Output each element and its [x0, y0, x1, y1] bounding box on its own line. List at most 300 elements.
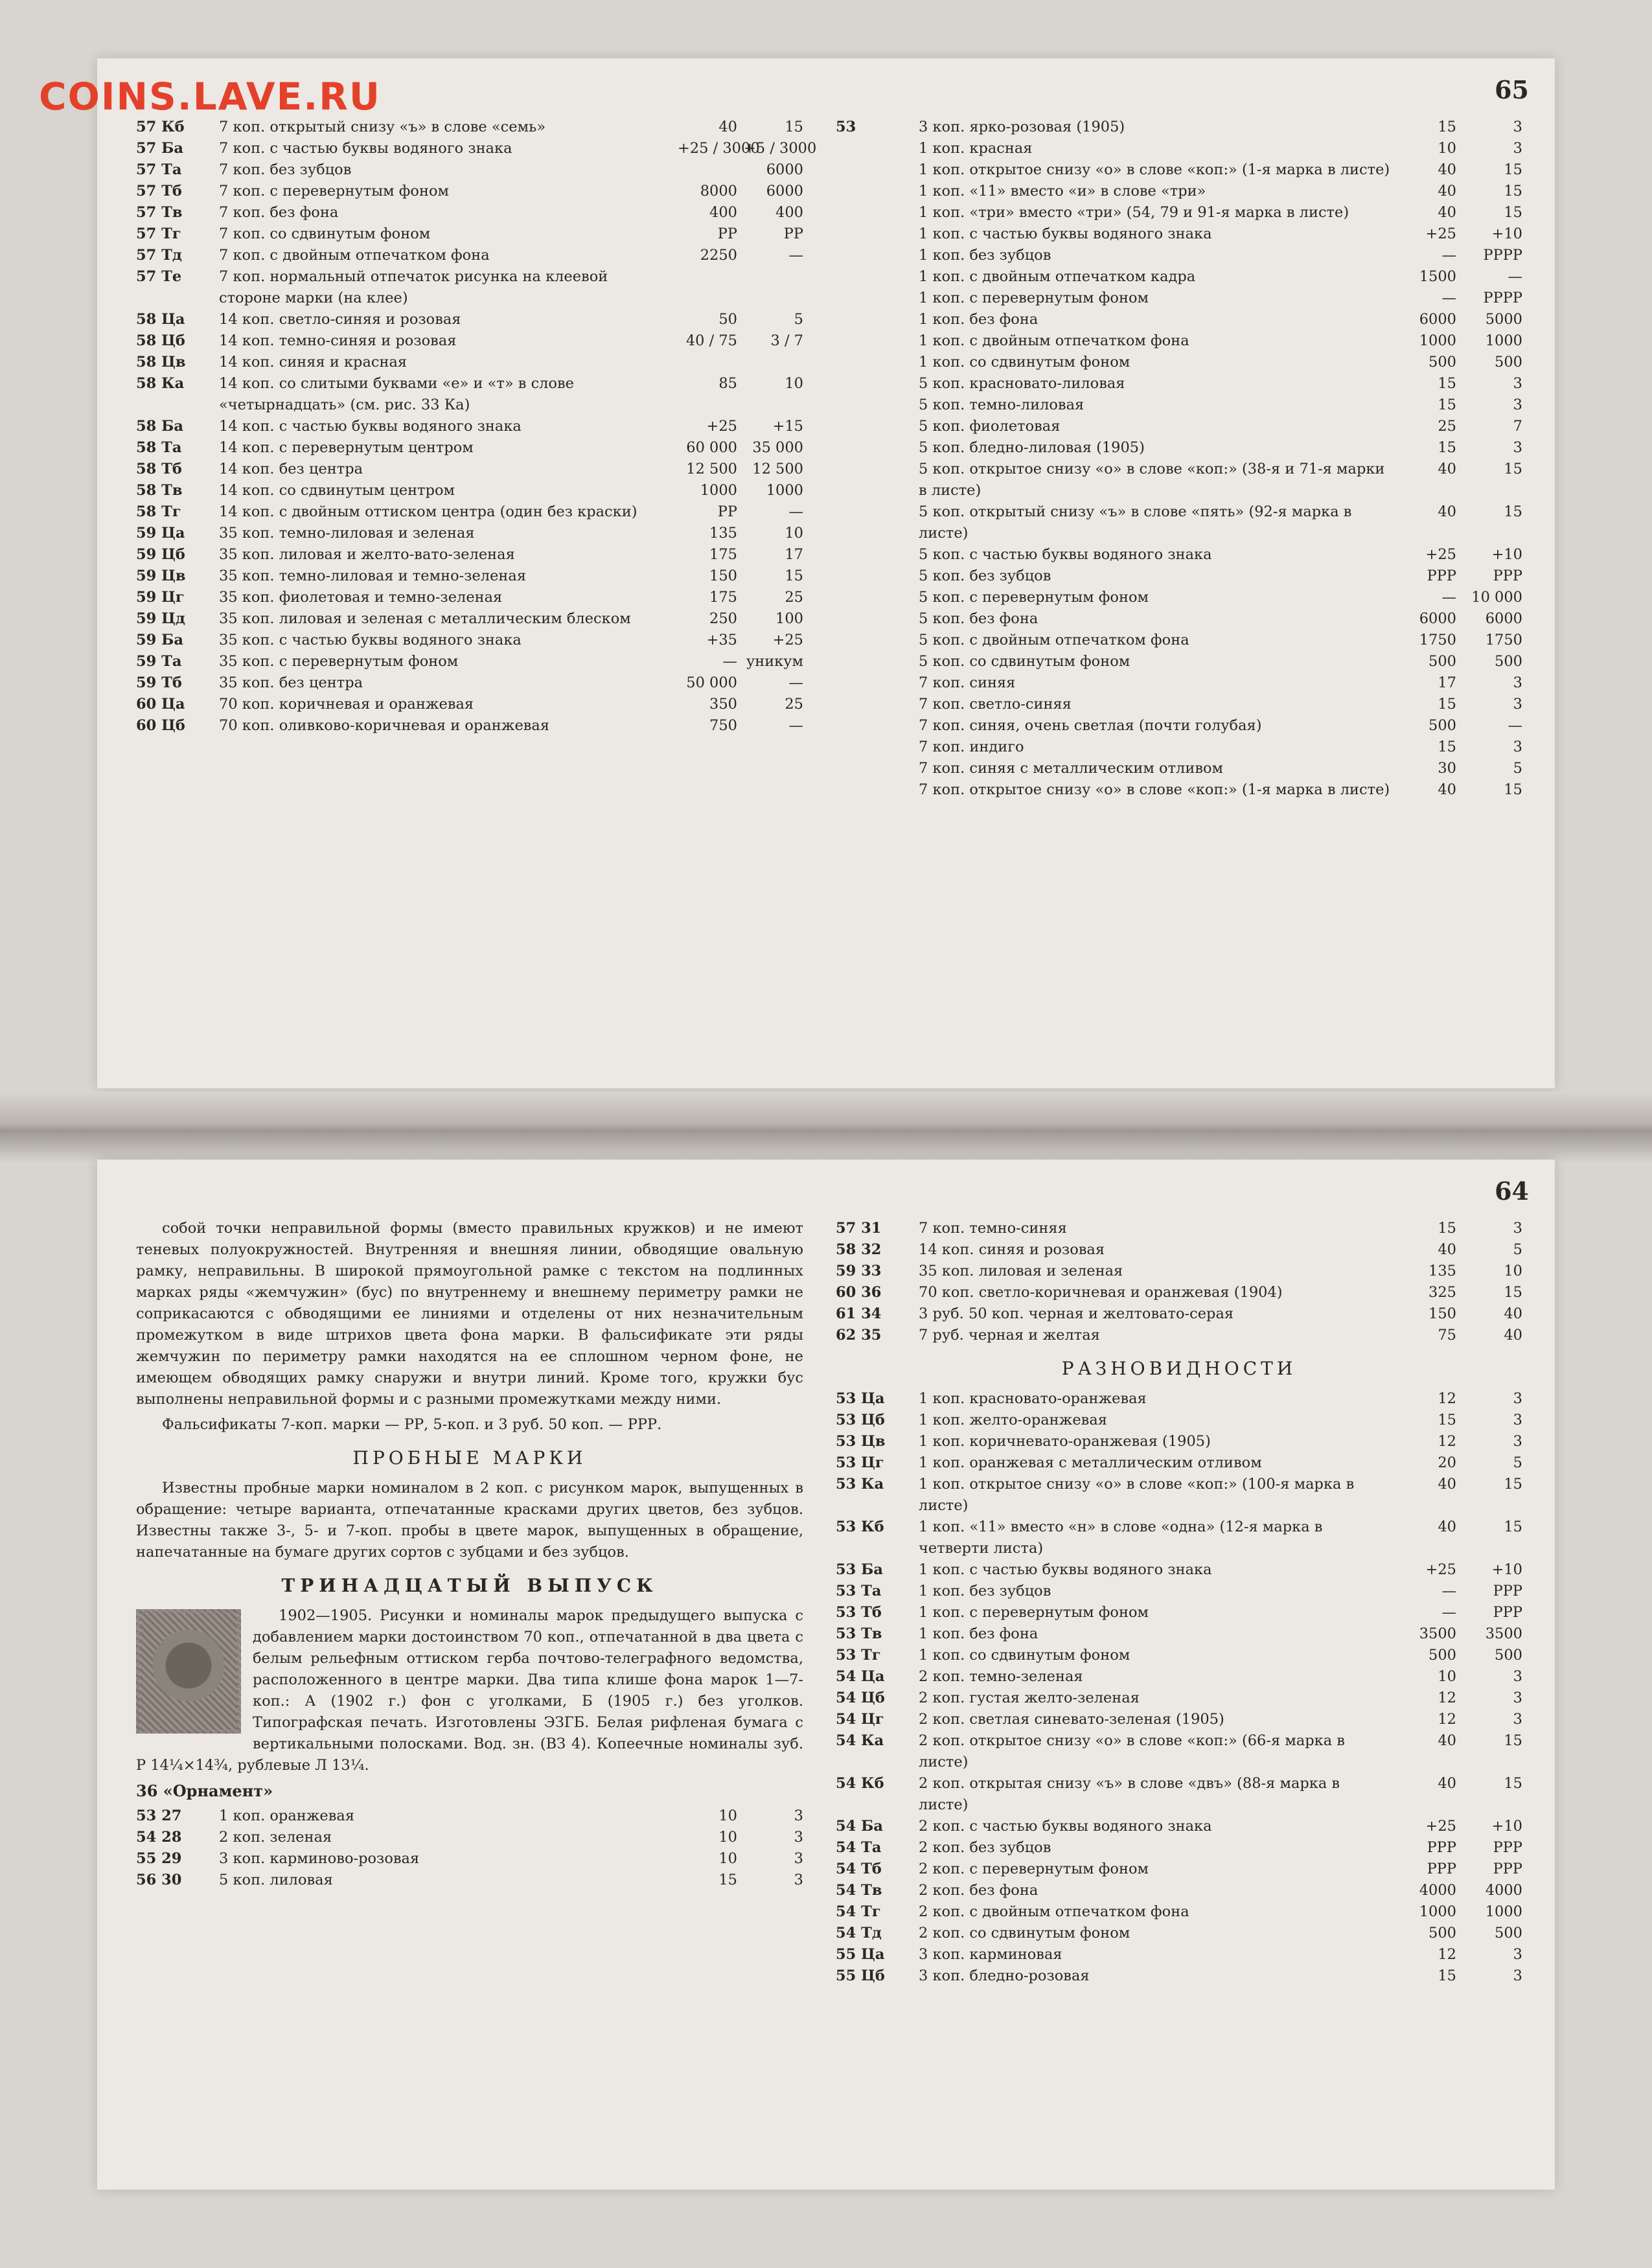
entry-number: 62 35	[836, 1327, 882, 1344]
entry-description: 2 коп. с перевернутым фоном	[919, 1861, 1149, 1877]
used-price: —	[788, 717, 803, 734]
entry-description: 35 коп. лиловая и зеленая	[919, 1263, 1123, 1279]
entry-description: 2 коп. без фона	[919, 1882, 1038, 1899]
entry-number	[836, 373, 912, 395]
entry-description: 1 коп. оранжевая с металлическим отливом	[919, 1454, 1262, 1471]
used-price: 3	[1513, 1967, 1522, 1984]
entry-description: 3 коп. ярко-розовая (1905)	[919, 119, 1125, 135]
catalogue-entry	[136, 544, 803, 566]
mint-price: +35	[706, 632, 737, 648]
entry-number: 56 30	[136, 1872, 182, 1888]
used-price: +25	[772, 632, 803, 648]
entry-number	[836, 223, 912, 245]
mint-price: 10	[718, 1850, 737, 1867]
used-price: 3	[1513, 119, 1522, 135]
mint-price: 15	[1438, 375, 1456, 392]
entry-description: 14 коп. синяя и розовая	[919, 1241, 1105, 1258]
entry-description: 1 коп. красновато-оранжевая	[919, 1390, 1147, 1407]
mint-price: 135	[709, 525, 737, 542]
entry-description: 2 коп. со сдвинутым фоном	[919, 1925, 1130, 1942]
catalogue-entry	[136, 715, 803, 737]
entry-number: 53 Ца	[836, 1390, 885, 1407]
used-price: 3	[1513, 696, 1522, 713]
mint-price: 40	[1438, 1476, 1456, 1493]
mint-price: 12	[1438, 1690, 1456, 1706]
mint-price: 20	[1438, 1454, 1456, 1471]
entry-number	[836, 737, 912, 758]
mint-price: РР	[717, 503, 737, 520]
entry-number	[836, 758, 912, 779]
used-price: 100	[775, 610, 803, 627]
entry-number	[836, 715, 912, 737]
entry-number: 53 Та	[836, 1583, 882, 1599]
issue-paragraph: 1902—1905. Рисунки и номиналы марок предыдущего выпуска с добавлением марки достоинством 70 коп., отпечатанной в два цвета с белым рельефным оттиском герба почтово-телеграфного ведомства, расположенного в центре марки. Два типа клише фона марок 1—7-коп.: А (1902 г.) фон с уголками, Б (1905 г.) без уголков. Типографская печать. Изготовлены ЭЗГБ. Белая рифленая бумага с вертикальными полосками. Вод. зн. (ВЗ 4). Копеечные номиналы зуб. Р 14¼×14¾, рублевые Л 13¼.	[136, 1607, 803, 1774]
entry-number: 59 Цв	[136, 567, 186, 584]
mint-price: +25	[706, 418, 737, 435]
page64-column-1	[136, 1218, 803, 2164]
catalogue-entry	[136, 138, 817, 159]
mint-price: 40 / 75	[685, 332, 737, 349]
entry-number: 59 Тб	[136, 674, 182, 691]
entry-number: 53 Ка	[836, 1476, 884, 1493]
used-price: 10	[1504, 1263, 1522, 1279]
stamp-illustration	[136, 1609, 241, 1734]
entry-description: 5 коп. без фона	[919, 610, 1038, 627]
catalogue-entry	[136, 181, 803, 202]
used-price: РРРР	[1483, 247, 1522, 264]
entry-number: 53 Цб	[836, 1412, 885, 1428]
entry-description: 1 коп. без зубцов	[919, 1583, 1051, 1599]
entry-description: 5 коп. красновато-лиловая	[919, 375, 1125, 392]
catalogue-entry	[836, 437, 1522, 459]
entry-number: 54 28	[136, 1829, 182, 1846]
catalogue-entry	[136, 587, 803, 608]
mint-price: +25	[1425, 546, 1456, 563]
entry-number	[836, 138, 912, 159]
used-price: 500	[1495, 1647, 1522, 1664]
entry-description: 1 коп. без фона	[919, 311, 1038, 328]
mint-price: 1000	[1419, 332, 1456, 349]
catalogue-entry	[136, 1827, 803, 1848]
issue-entries	[136, 1805, 803, 1891]
entry-description: 1 коп. со сдвинутым фоном	[919, 354, 1130, 371]
used-price: 10	[785, 525, 803, 542]
mint-price: РРР	[1427, 1839, 1456, 1856]
entry-description: 7 коп. без зубцов	[219, 161, 352, 178]
used-price: —	[788, 503, 803, 520]
entry-description: 3 руб. 50 коп. черная и желтовато-серая	[919, 1305, 1234, 1322]
mint-price: 10	[1438, 1668, 1456, 1685]
used-price: 6000	[766, 183, 803, 200]
mint-price: 750	[709, 717, 737, 734]
used-price: 40	[1504, 1327, 1522, 1344]
catalogue-entry	[836, 266, 1522, 288]
page-number: 64	[1495, 1176, 1529, 1206]
used-price: 4000	[1485, 1882, 1522, 1899]
intro-paragraph: собой точки неправильной формы (вместо правильных кружков) и не имеют теневых полуокружностей. Внутренняя и внешняя линии, обводящие овальную рамку, неправильны. В широкой прямоугольной рамке с текстом на подлинных марках ряды «жемчужин» (бус) по внутреннему и внешнему периметру рамки не соприкасаются с обводящими ее линиями и отделены от них незначительным промежутком в виде штрихов цвета фона марки. В фальсификате эти ряды жемчужин по периметру рамки находятся на ее сплошном черном фоне, не имеющем обводящих рамку снаружи и внутри линий. Кроме того, кружки бус выполнены неправильной формы и с разными промежутками между ними.	[136, 1220, 803, 1408]
entry-description: 7 коп. светло-синяя	[919, 696, 1072, 713]
mint-price: 40	[1438, 204, 1456, 221]
entry-description: 35 коп. темно-лиловая и темно-зеленая	[219, 567, 527, 584]
used-price: 3	[1513, 375, 1522, 392]
entry-description: 1 коп. с двойным отпечатком кадра	[919, 268, 1196, 285]
mint-price: 30	[1438, 760, 1456, 777]
used-price: 3	[1513, 1946, 1522, 1963]
used-price: +10	[1491, 225, 1522, 242]
catalogue-entry	[836, 1410, 1522, 1431]
mint-price: 500	[1428, 354, 1456, 371]
used-price: +15	[772, 418, 803, 435]
entry-number: 58 32	[836, 1241, 882, 1258]
page-64	[97, 1160, 1555, 2190]
entry-description: 14 коп. с перевернутым центром	[219, 439, 474, 456]
mint-price: 15	[718, 1872, 737, 1888]
entry-number	[836, 608, 912, 630]
entry-description: 5 коп. без зубцов	[919, 567, 1051, 584]
entry-number	[836, 544, 912, 566]
catalogue-entry	[136, 672, 803, 694]
catalogue-entry	[136, 117, 803, 138]
entry-number: 57 Тб	[136, 183, 182, 200]
used-price: 15	[785, 567, 803, 584]
entry-number	[836, 266, 912, 288]
entry-number	[836, 309, 912, 330]
entry-description: 3 коп. бледно-розовая	[919, 1967, 1090, 1984]
used-price: 3	[794, 1872, 803, 1888]
used-price: 3 / 7	[770, 332, 803, 349]
entry-description: 14 коп. без центра	[219, 461, 363, 477]
mint-price: —	[1441, 1604, 1456, 1621]
entry-description: 1 коп. без зубцов	[919, 247, 1051, 264]
mint-price: +25	[1425, 1561, 1456, 1578]
used-price: 1000	[1485, 1903, 1522, 1920]
catalogue-entry	[136, 501, 803, 523]
entry-number: 61 34	[836, 1305, 882, 1322]
used-price: 15	[1504, 503, 1522, 520]
mint-price	[678, 266, 737, 309]
catalogue-entry	[836, 501, 1522, 544]
entry-description: 7 коп. открытый снизу «ъ» в слове «семь»	[219, 119, 546, 135]
entry-number	[836, 159, 912, 181]
entry-number: 57 Те	[136, 268, 182, 285]
mint-price: 40	[1438, 503, 1456, 520]
section-title-issue: ТРИНАДЦАТЫЙ ВЫПУСК	[281, 1575, 658, 1596]
mint-price: 135	[1428, 1263, 1456, 1279]
used-price: 15	[1504, 183, 1522, 200]
entry-number: 59 33	[836, 1263, 882, 1279]
catalogue-entry	[836, 1282, 1522, 1303]
used-price: уникум	[746, 653, 803, 670]
entry-description: 7 коп. синяя с металлическим отливом	[919, 760, 1224, 777]
catalogue-entry	[836, 1709, 1522, 1730]
mint-price: 500	[1428, 1647, 1456, 1664]
entry-number: 59 Цг	[136, 589, 185, 606]
entry-description: 2 коп. без зубцов	[919, 1839, 1051, 1856]
catalogue-entry	[836, 416, 1522, 437]
entry-number: 54 Тд	[836, 1925, 882, 1942]
entry-number: 53 Цв	[836, 1433, 886, 1450]
catalogue-entry	[136, 1848, 803, 1870]
figure-caption	[136, 1780, 803, 1802]
catalogue-entry	[836, 373, 1522, 395]
page65-column-2	[836, 117, 1522, 1062]
catalogue-entry	[836, 1388, 1522, 1410]
mint-price: —	[1441, 589, 1456, 606]
entry-number: 53 Тб	[836, 1604, 882, 1621]
entry-description: 5 коп. лиловая	[219, 1872, 333, 1888]
mint-price: 2250	[700, 247, 737, 264]
used-price: РРР	[1493, 1604, 1522, 1621]
catalogue-entry	[836, 715, 1522, 737]
catalogue-entry	[136, 266, 803, 309]
catalogue-entry	[836, 117, 1522, 138]
mint-price: 12 500	[686, 461, 737, 477]
catalogue-entry	[836, 181, 1522, 202]
used-price: 7	[1513, 418, 1522, 435]
catalogue-entry	[836, 758, 1522, 779]
mint-price: 15	[1438, 739, 1456, 755]
used-price: РРРР	[1483, 290, 1522, 306]
catalogue-entry	[836, 544, 1522, 566]
entry-description: 7 коп. с перевернутым фоном	[219, 183, 449, 200]
watermark: COINS.LAVE.RU	[39, 74, 382, 119]
used-price: 3	[794, 1829, 803, 1846]
mint-price: 15	[1438, 1967, 1456, 1984]
used-price: 5	[1513, 760, 1522, 777]
mint-price: 8000	[700, 183, 737, 200]
entry-number: 58 Та	[136, 439, 182, 456]
used-price: 15	[1504, 1284, 1522, 1301]
mint-price: 12	[1438, 1711, 1456, 1728]
proof-paragraph: Известны пробные марки номиналом в 2 коп. с рисунком марок, выпущенных в обращение: четыре варианта, отпечатанные красками других цветов, без зубцов. Известны также 3-, 5- и 7-коп. пробы в цвете марок, выпущенных в обращение, напечатанные на бумаге других сортов с зубцами и без зубцов.	[136, 1480, 803, 1561]
catalogue-entry	[836, 587, 1522, 608]
used-price: 1750	[1485, 632, 1522, 648]
catalogue-entry	[836, 672, 1522, 694]
used-price: 3	[1513, 1711, 1522, 1728]
entry-description: 7 коп. индиго	[919, 739, 1024, 755]
entry-number: 55 Ца	[836, 1946, 885, 1963]
used-price: 5000	[1485, 311, 1522, 328]
entry-description: 35 коп. без центра	[219, 674, 363, 691]
entry-description: 7 коп. со сдвинутым фоном	[219, 225, 431, 242]
catalogue-entry	[836, 1623, 1522, 1645]
used-price: 5	[1513, 1454, 1522, 1471]
entry-description: 35 коп. лиловая и зеленая с металлическим блеском	[219, 610, 631, 627]
mint-price: 15	[1438, 439, 1456, 456]
catalogue-entry	[136, 245, 803, 266]
used-price: 3	[1513, 1390, 1522, 1407]
entry-description: 14 коп. темно-синяя и розовая	[219, 332, 457, 349]
catalogue-entry	[836, 1602, 1522, 1623]
catalogue-entry	[836, 1218, 1522, 1239]
entry-description: 5 коп. открытый снизу «ъ» в слове «пять» (92-я марка в листе)	[919, 503, 1352, 542]
mint-price: 325	[1428, 1284, 1456, 1301]
entry-number: 53 Цг	[836, 1454, 884, 1471]
catalogue-entry	[836, 1517, 1522, 1559]
mint-price: 85	[718, 375, 737, 392]
used-price: РРР	[1493, 1583, 1522, 1599]
used-price: РРР	[1493, 1839, 1522, 1856]
used-price: 400	[775, 204, 803, 221]
entry-number: 54 Ба	[836, 1818, 883, 1835]
mint-price: 10	[1438, 140, 1456, 157]
mint-price: 15	[1438, 1220, 1456, 1237]
mint-price: +25	[1425, 1818, 1456, 1835]
entry-number	[836, 352, 912, 373]
entry-description: 2 коп. темно-зеленая	[919, 1668, 1083, 1685]
catalogue-entry	[136, 202, 803, 223]
entry-description: 5 коп. бледно-лиловая (1905)	[919, 439, 1145, 456]
figure-number: 36	[136, 1781, 158, 1800]
entry-number	[836, 501, 912, 544]
mint-price	[678, 159, 737, 181]
figure-title: «Орнамент»	[163, 1781, 273, 1800]
entry-description: 7 коп. синяя, очень светлая (почти голубая)	[919, 717, 1262, 734]
catalogue-entry	[836, 779, 1522, 801]
entry-description: 35 коп. лиловая и желто-вато-зеленая	[219, 546, 515, 563]
entry-description: 70 коп. оливково-коричневая и оранжевая	[219, 717, 550, 734]
mint-price: 1000	[700, 482, 737, 499]
catalogue-entry	[136, 523, 803, 544]
entry-number: 55 29	[136, 1850, 182, 1867]
used-price: 500	[1495, 354, 1522, 371]
mint-price: 40	[1438, 161, 1456, 178]
entry-number: 59 Цд	[136, 610, 185, 627]
catalogue-entry	[836, 694, 1522, 715]
entry-number: 53 Кб	[836, 1518, 884, 1535]
entry-description: 7 руб. черная и желтая	[919, 1327, 1100, 1344]
mint-price: 40	[1438, 1775, 1456, 1792]
used-price: 3	[1513, 1412, 1522, 1428]
used-price: РР	[783, 225, 803, 242]
entry-number	[836, 181, 912, 202]
catalogue-entry	[836, 566, 1522, 587]
used-price: 3	[1513, 674, 1522, 691]
used-price: 500	[1495, 653, 1522, 670]
entry-description: 2 коп. с частью буквы водяного знака	[919, 1818, 1212, 1835]
used-price: 15	[1504, 781, 1522, 798]
entry-description: 5 коп. фиолетовая	[919, 418, 1061, 435]
mint-price: 250	[709, 610, 737, 627]
catalogue-entry	[136, 651, 803, 672]
used-price: 3	[794, 1850, 803, 1867]
entry-number: 54 Ка	[836, 1732, 884, 1749]
main-entries	[836, 1218, 1522, 1346]
used-price: 500	[1495, 1925, 1522, 1942]
catalogue-entry	[836, 159, 1522, 181]
entry-number: 59 Цб	[136, 546, 185, 563]
entry-number: 55 Цб	[836, 1967, 885, 1984]
used-price: 25	[785, 696, 803, 713]
used-price: 1000	[766, 482, 803, 499]
entry-description: 14 коп. с двойным оттиском центра (один без краски)	[219, 503, 637, 520]
entry-number	[836, 288, 912, 309]
catalogue-entry	[836, 1730, 1522, 1773]
entry-description: 1 коп. открытое снизу «о» в слове «коп:» (1-я марка в листе)	[919, 161, 1390, 178]
mint-price: 4000	[1419, 1882, 1456, 1899]
catalogue-entry	[836, 1452, 1522, 1474]
mint-price: —	[1441, 1583, 1456, 1599]
entry-description: 3 коп. карминово-розовая	[219, 1850, 420, 1867]
mint-price: 6000	[1419, 610, 1456, 627]
mint-price: 15	[1438, 1412, 1456, 1428]
catalogue-entry	[836, 309, 1522, 330]
used-price: 15	[1504, 461, 1522, 477]
entry-description: 7 коп. без фона	[219, 204, 339, 221]
catalogue-entry	[836, 1303, 1522, 1325]
mint-price: 500	[1428, 653, 1456, 670]
mint-price: +25	[1425, 225, 1456, 242]
used-price: 3	[1513, 1690, 1522, 1706]
mint-price: 500	[1428, 717, 1456, 734]
entry-description: 5 коп. со сдвинутым фоном	[919, 653, 1130, 670]
used-price	[744, 352, 803, 373]
entry-description: 7 коп. нормальный отпечаток рисунка на клеевой стороне марки (на клее)	[219, 268, 608, 306]
entry-description: 1 коп. красная	[919, 140, 1033, 157]
catalogue-entry	[136, 566, 803, 587]
page65-column-1	[136, 117, 817, 1062]
entry-number: 54 Тг	[836, 1903, 881, 1920]
entry-number	[836, 566, 912, 587]
entry-number: 57 Та	[136, 161, 182, 178]
entry-description: 1 коп. со сдвинутым фоном	[919, 1647, 1130, 1664]
mint-price: 150	[709, 567, 737, 584]
mint-price: 175	[709, 589, 737, 606]
catalogue-entry	[136, 330, 803, 352]
entry-number	[836, 330, 912, 352]
mint-price: 60 000	[686, 439, 737, 456]
entry-description: 1 коп. с перевернутым фоном	[919, 290, 1149, 306]
used-price: 15	[1504, 1476, 1522, 1493]
entry-description: 7 коп. синяя	[919, 674, 1016, 691]
entry-description: 1 коп. с частью буквы водяного знака	[919, 225, 1212, 242]
catalogue-entry	[136, 416, 803, 437]
entry-number: 53 Ба	[836, 1561, 883, 1578]
used-price: 3500	[1485, 1625, 1522, 1642]
entry-description: 70 коп. светло-коричневая и оранжевая (1904)	[919, 1284, 1283, 1301]
entry-description: 1 коп. «11» вместо «и» в слове «три»	[919, 183, 1206, 200]
mint-price: +25 / 3000	[678, 140, 760, 157]
used-price: 3	[1513, 396, 1522, 413]
entry-number: 54 Цг	[836, 1711, 884, 1728]
entry-number	[836, 395, 912, 416]
mint-price: 15	[1438, 119, 1456, 135]
mint-price: 1500	[1419, 268, 1456, 285]
catalogue-entry	[836, 288, 1522, 309]
entry-description: 14 коп. с частью буквы водяного знака	[219, 418, 522, 435]
entry-number	[836, 587, 912, 608]
used-price: 3	[1513, 140, 1522, 157]
entry-description: 2 коп. светлая синевато-зеленая (1905)	[919, 1711, 1224, 1728]
catalogue-entry	[836, 1581, 1522, 1602]
used-price: —	[788, 674, 803, 691]
mint-price: 175	[709, 546, 737, 563]
page-number: 65	[1495, 75, 1529, 104]
catalogue-entry	[836, 223, 1522, 245]
used-price: +10	[1491, 1818, 1522, 1835]
catalogue-entry	[836, 1239, 1522, 1261]
mint-price: 10	[718, 1829, 737, 1846]
catalogue-entry	[836, 352, 1522, 373]
used-price	[744, 266, 803, 309]
mint-price: РР	[717, 225, 737, 242]
entry-description: 2 коп. зеленая	[219, 1829, 332, 1846]
intro-paragraph: Фальсификаты 7-коп. марки — РР, 5-коп. и 3 руб. 50 коп. — РРР.	[162, 1416, 662, 1433]
used-price: 3	[794, 1807, 803, 1824]
catalogue-entry	[836, 1859, 1522, 1880]
mint-price: РРР	[1427, 567, 1456, 584]
mint-price: 500	[1428, 1925, 1456, 1942]
